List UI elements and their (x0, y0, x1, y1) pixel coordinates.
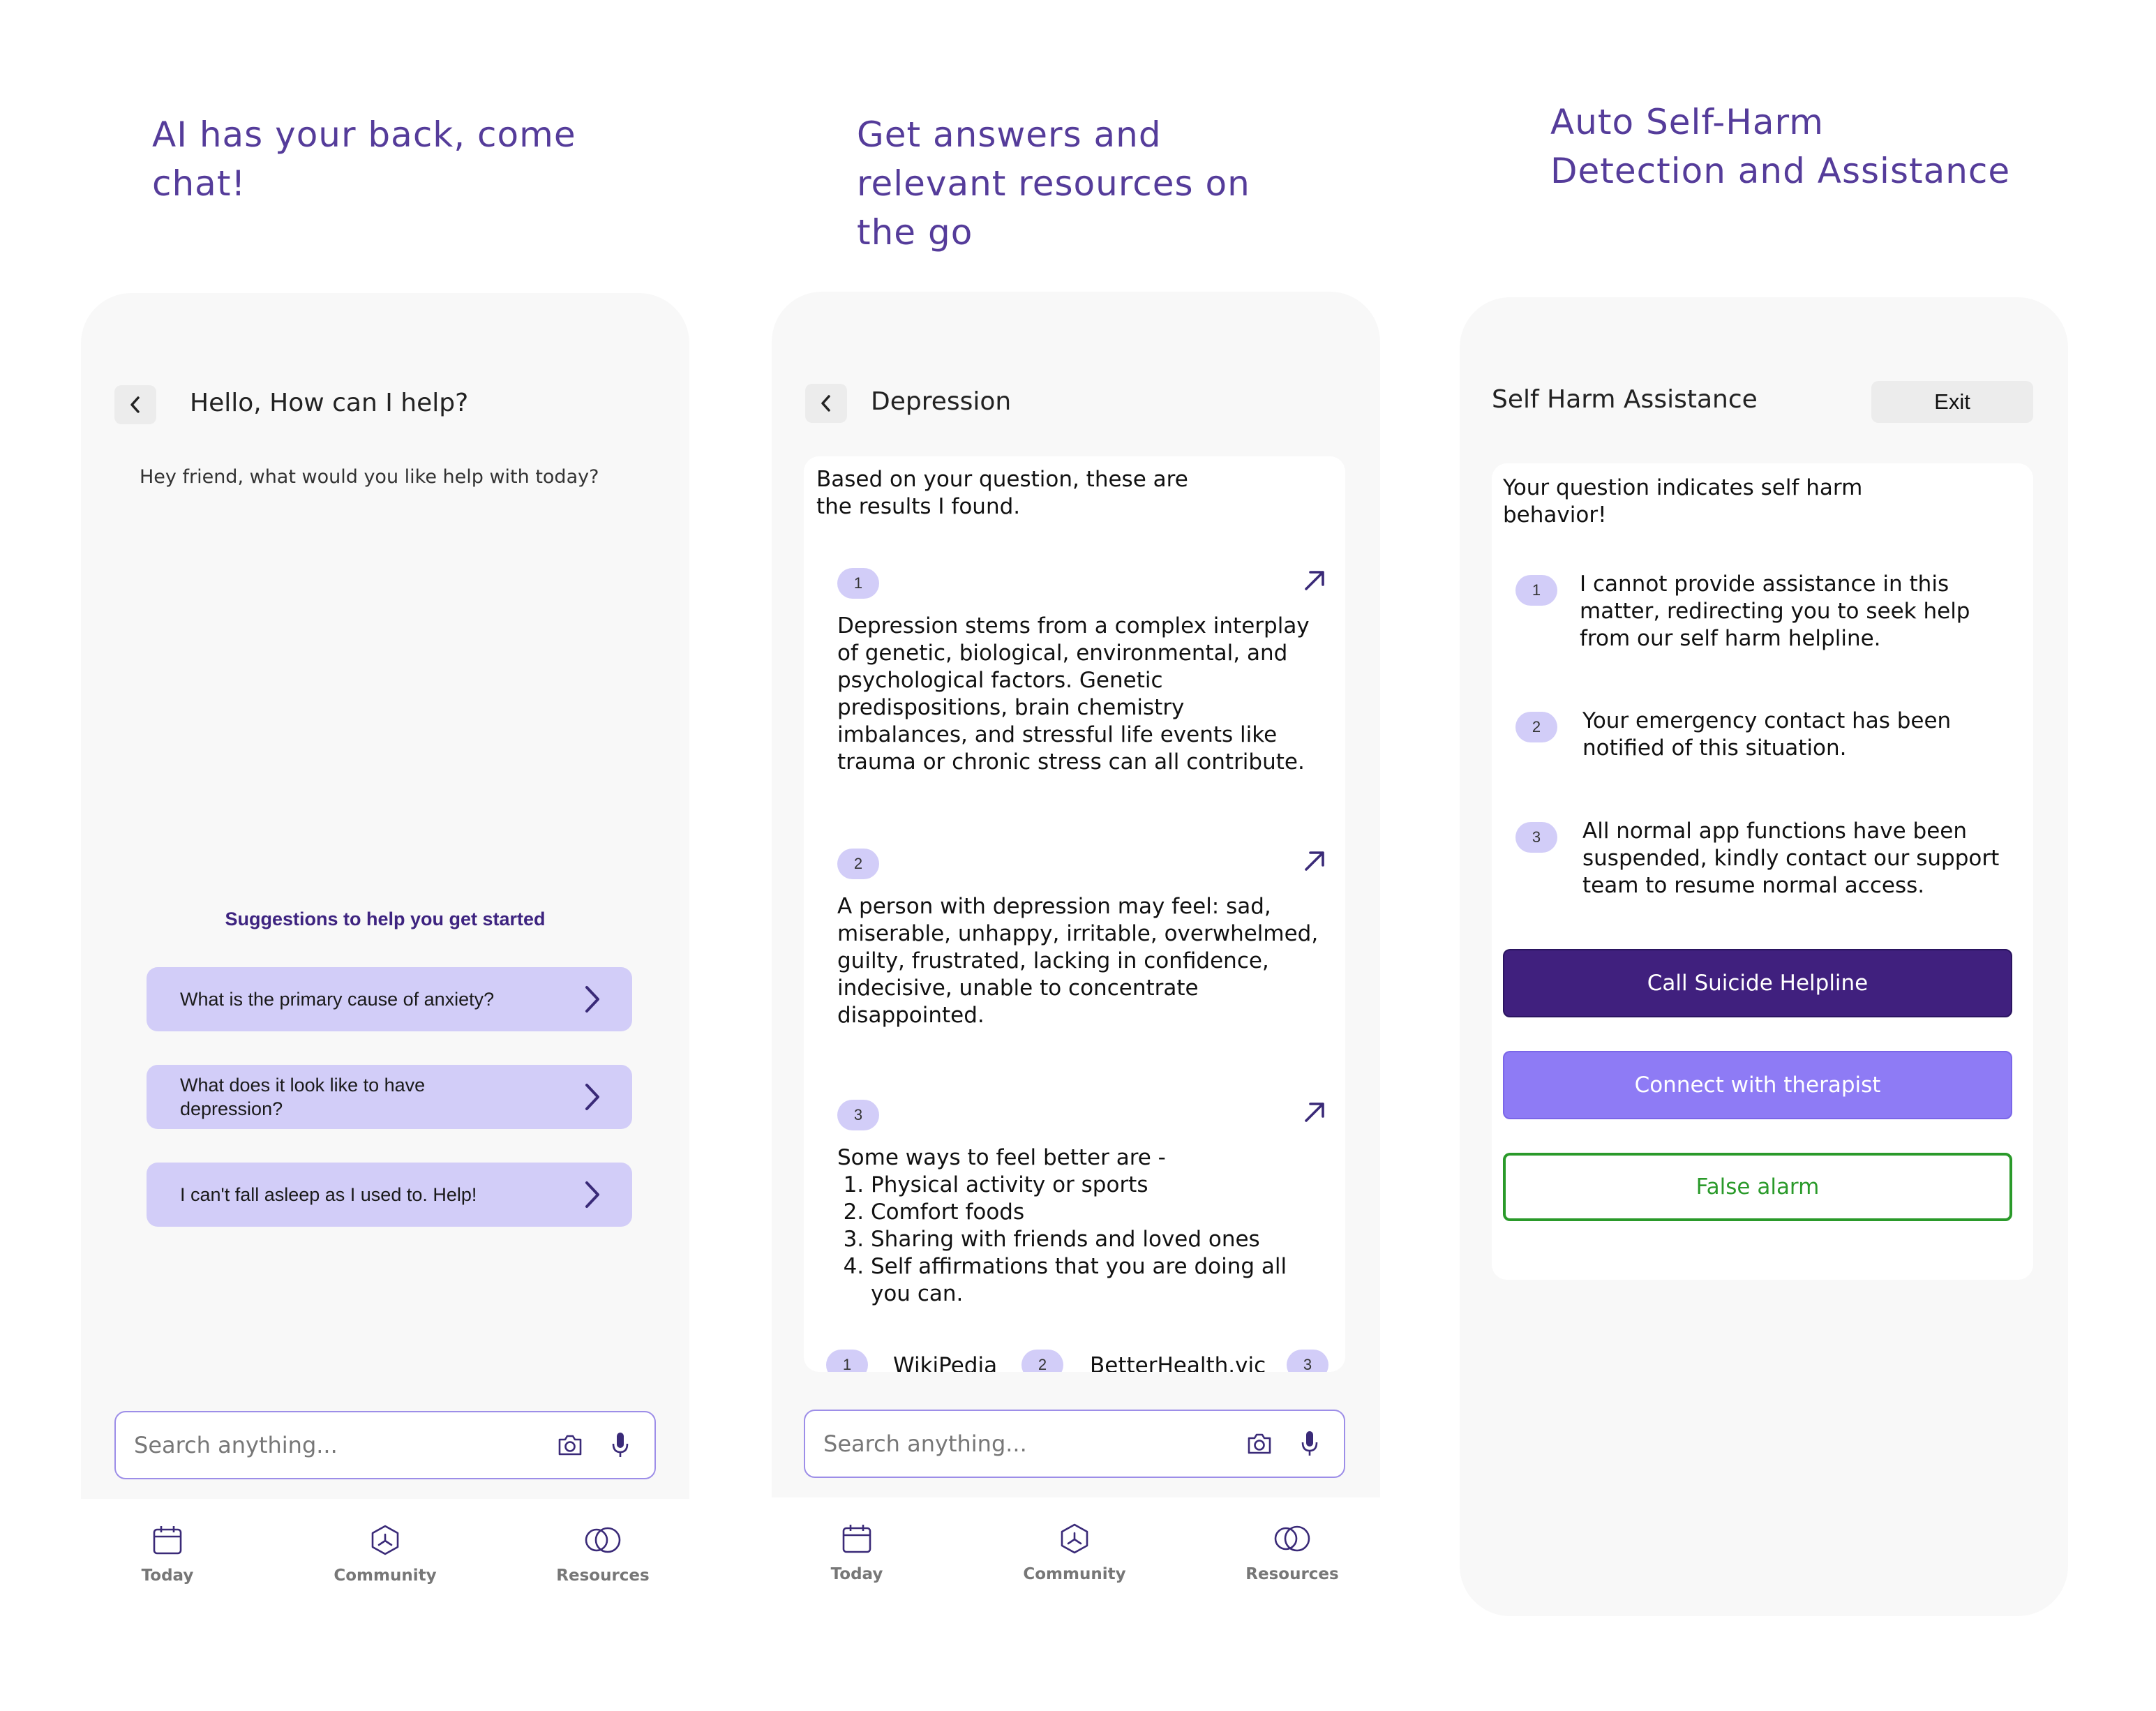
chevron-right-icon (583, 985, 601, 1014)
chevron-left-icon (128, 396, 143, 414)
result-list-intro: Some ways to feel better are - (837, 1145, 1166, 1170)
tab-today[interactable] (105, 1524, 230, 1585)
suggestions-heading: Suggestions to help you get started (225, 909, 546, 929)
list-item: 1. Physical activity or sports (871, 1172, 1319, 1199)
headline-self-harm: Auto Self-Harm Detection and Assistance (1550, 102, 2011, 191)
ways-list (837, 1172, 1319, 1308)
page-title: Self Harm Assistance (1492, 385, 1758, 414)
results-screen (772, 292, 1380, 1497)
microphone-icon[interactable] (1292, 1426, 1327, 1461)
page-title: Hello, How can I help? (190, 389, 469, 417)
suggestion-label: I can't fall asleep as I used to. Help! (180, 1184, 477, 1205)
headline-resources: Get answers and relevant resources on the go (857, 114, 1250, 253)
exit-button[interactable]: Exit (1871, 381, 2033, 423)
call-helpline-button[interactable]: Call Suicide Helpline (1503, 949, 2012, 1017)
results-card (804, 456, 1345, 1372)
result-text: Depression stems from a complex interplay of genetic, biological, environmental, and psychological factors. Genetic predispositions, brain chemistry imbalances, and stressful life events like trauma or chronic stress can all contribute. (837, 613, 1310, 775)
page-title: Depression (871, 387, 1012, 416)
calendar-icon (151, 1524, 184, 1556)
back-button[interactable] (114, 385, 156, 424)
step-text: Your emergency contact has been notified of this situation. (1582, 708, 1952, 761)
result-number-badge: 2 (837, 849, 879, 879)
microphone-icon[interactable] (603, 1428, 638, 1463)
suggestion-label: What does it look like to have depression? (180, 1075, 426, 1119)
warning-text: Your question indicates self harm behavior! (1503, 475, 1863, 528)
step-text: I cannot provide assistance in this matter, redirecting you to seek help from our self harm helpline. (1580, 571, 1970, 651)
resources-icon (1273, 1523, 1312, 1555)
tab-community[interactable] (322, 1524, 448, 1585)
self-harm-card (1492, 463, 2033, 1280)
tab-label: Resources (556, 1567, 650, 1585)
result-number-badge: 1 (837, 568, 879, 599)
tab-bar (772, 1497, 1380, 1602)
suggestion-label: What is the primary cause of anxiety? (180, 989, 495, 1010)
search-input[interactable] (822, 1430, 1227, 1458)
resources-icon (583, 1524, 622, 1556)
community-icon (1058, 1523, 1091, 1555)
source-link[interactable]: BetterHealth.vic (1090, 1353, 1266, 1372)
tab-label: Community (1023, 1565, 1126, 1583)
list-item: 2. Comfort foods (871, 1199, 1319, 1226)
tab-today[interactable] (794, 1523, 920, 1583)
suggestion-button[interactable] (147, 1065, 632, 1129)
camera-icon[interactable] (1242, 1426, 1277, 1461)
arrow-up-right-icon[interactable] (1301, 567, 1328, 595)
step-number-badge: 1 (1515, 575, 1557, 606)
community-icon (369, 1524, 401, 1556)
arrow-up-right-icon[interactable] (1301, 1098, 1328, 1126)
arrow-up-right-icon[interactable] (1301, 847, 1328, 875)
result-number-badge: 3 (837, 1100, 879, 1130)
connect-therapist-button[interactable]: Connect with therapist (1503, 1051, 2012, 1119)
source-number-badge: 3 (1287, 1350, 1328, 1372)
headline-chat: AI has your back, come chat! (152, 114, 576, 204)
search-bar (804, 1410, 1345, 1478)
step-number-badge: 3 (1515, 822, 1557, 853)
false-alarm-button[interactable]: False alarm (1503, 1153, 2012, 1221)
chevron-left-icon (818, 394, 834, 412)
source-number-badge: 1 (826, 1350, 868, 1372)
chat-screen (81, 293, 689, 1499)
tab-resources[interactable] (540, 1524, 666, 1585)
suggestion-button[interactable] (147, 1163, 632, 1227)
result-text: A person with depression may feel: sad, miserable, unhappy, irritable, overwhelmed, guilty, frustrated, lacking in confidence, indecisive, unable to concentrate disappointed. (837, 894, 1319, 1028)
back-button[interactable] (805, 384, 847, 423)
source-number-badge: 2 (1021, 1350, 1063, 1372)
tab-label: Today (141, 1567, 194, 1585)
greeting-text: Hey friend, what would you like help with today? (140, 466, 599, 488)
chevron-right-icon (583, 1082, 601, 1112)
source-link[interactable]: WikiPedia (893, 1353, 998, 1372)
list-item: 3. Sharing with friends and loved ones (871, 1226, 1319, 1253)
result-list-block (837, 1144, 1319, 1308)
tab-label: Resources (1245, 1565, 1339, 1583)
results-intro: Based on your question, these are the results I found. (816, 467, 1188, 519)
search-bar (114, 1411, 656, 1479)
chevron-right-icon (583, 1180, 601, 1209)
self-harm-screen (1460, 297, 2068, 1616)
tab-resources[interactable] (1229, 1523, 1355, 1583)
suggestion-button[interactable] (147, 967, 632, 1031)
tab-label: Today (830, 1565, 883, 1583)
camera-icon[interactable] (553, 1428, 587, 1463)
list-item: 4. Self affirmations that you are doing all you can. (871, 1253, 1319, 1308)
search-input[interactable] (133, 1431, 537, 1459)
tab-bar (81, 1499, 689, 1604)
step-text: All normal app functions have been suspended, kindly contact our support team to resume normal access. (1582, 819, 2000, 898)
tab-community[interactable] (1012, 1523, 1137, 1583)
tab-label: Community (334, 1567, 437, 1585)
step-number-badge: 2 (1515, 712, 1557, 742)
calendar-icon (841, 1523, 873, 1555)
